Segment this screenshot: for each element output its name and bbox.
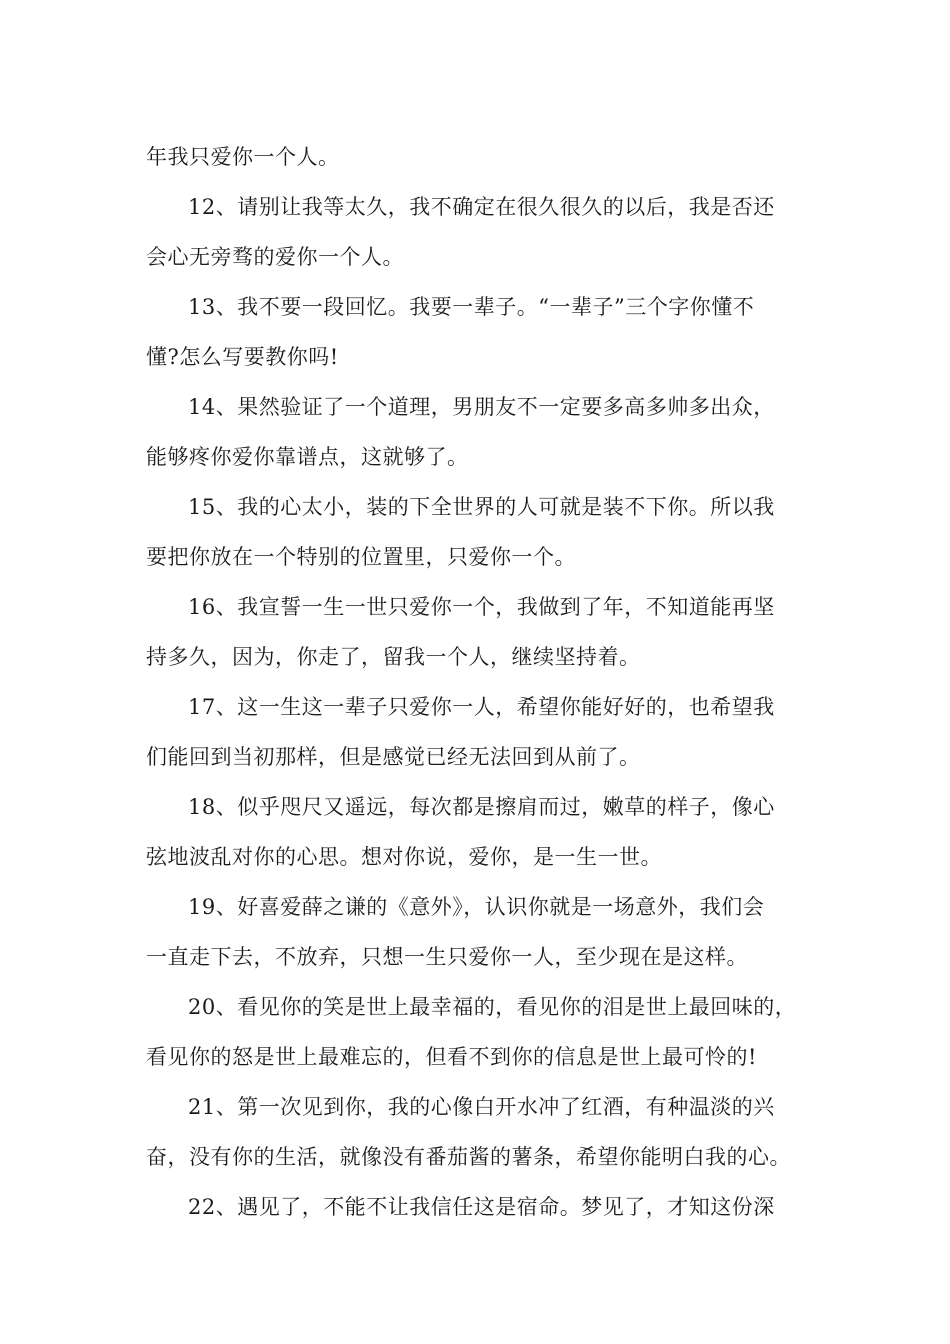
text-line: 能够疼你爱你靠谱点，这就够了。 bbox=[146, 445, 469, 469]
text-line: 要把你放在一个特别的位置里，只爱你一个。 bbox=[146, 545, 576, 569]
text-line: 年我只爱你一个人。 bbox=[146, 145, 340, 169]
document-body bbox=[146, 132, 826, 1232]
text-line: 21、第一次见到你，我的心像白开水冲了红酒，有种温淡的兴 bbox=[188, 1095, 775, 1119]
text-line: 奋，没有你的生活，就像没有番茄酱的薯条，希望你能明白我的心。 bbox=[146, 1145, 791, 1169]
text-line: 12、请别让我等太久，我不确定在很久很久的以后，我是否还 bbox=[188, 195, 775, 219]
text-line: 20、看见你的笑是世上最幸福的，看见你的泪是世上最回味的， bbox=[188, 995, 797, 1019]
text-line: 会心无旁骛的爱你一个人。 bbox=[146, 245, 404, 269]
text-line: 一直走下去，不放弃，只想一生只爱你一人，至少现在是这样。 bbox=[146, 945, 748, 969]
text-line: 15、我的心太小，装的下全世界的人可就是装不下你。所以我 bbox=[188, 495, 775, 519]
text-line: 22、遇见了，不能不让我信任这是宿命。梦见了，才知这份深 bbox=[188, 1195, 775, 1219]
text-line: 们能回到当初那样，但是感觉已经无法回到从前了。 bbox=[146, 745, 641, 769]
text-line: 18、似乎咫尺又遥远，每次都是擦肩而过，嫩草的样子，像心 bbox=[188, 795, 775, 819]
text-line: 19、好喜爱薛之谦的《意外》，认识你就是一场意外，我们会 bbox=[188, 895, 765, 919]
text-line: 13、我不要一段回忆。我要一辈子。“一辈子”三个字你懂不 bbox=[188, 295, 755, 319]
text-line: 弦地波乱对你的心思。想对你说，爱你，是一生一世。 bbox=[146, 845, 662, 869]
text-line: 看见你的怒是世上最难忘的，但看不到你的信息是世上最可怜的! bbox=[146, 1045, 757, 1069]
text-line: 14、果然验证了一个道理，男朋友不一定要多高多帅多出众， bbox=[188, 395, 775, 419]
text-line: 16、我宣誓一生一世只爱你一个，我做到了年，不知道能再坚 bbox=[188, 595, 775, 619]
text-line: 17、这一生这一辈子只爱你一人，希望你能好好的，也希望我 bbox=[188, 695, 775, 719]
text-line: 持多久，因为，你走了，留我一个人，继续坚持着。 bbox=[146, 645, 641, 669]
text-line: 懂?怎么写要教你吗! bbox=[146, 345, 339, 369]
